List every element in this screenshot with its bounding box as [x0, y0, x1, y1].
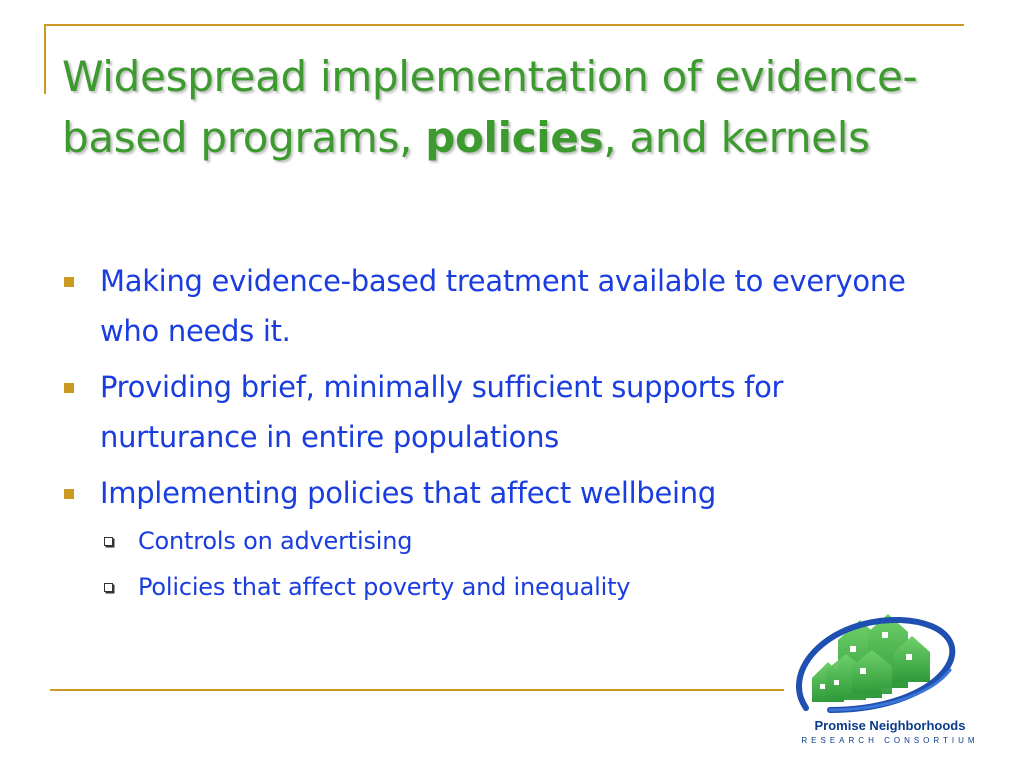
square-bullet-icon [64, 383, 74, 393]
hollow-square-bullet-icon [104, 537, 113, 546]
slide-title: Widespread implementation of evidence-based programs, policies, and kernels [62, 52, 918, 162]
logo-name: Promise Neighborhoods [814, 718, 966, 733]
hollow-square-bullet-icon [104, 583, 113, 592]
bullet-item: Making evidence-based treatment available to everyone who needs it. [62, 256, 942, 356]
bullet-item: Providing brief, minimally sufficient supports for nurturance in entire populations [62, 362, 942, 462]
title-emphasis: policies [425, 113, 604, 162]
top-rule [44, 24, 964, 26]
left-rule [44, 24, 46, 94]
logo-subtitle: RESEARCH CONSORTIUM [801, 736, 979, 745]
bullet-list [62, 256, 942, 610]
sub-bullet-item: Policies that affect poverty and inequality [62, 564, 942, 610]
sub-bullet-item: Controls on advertising [62, 518, 942, 564]
bullet-item: Implementing policies that affect wellbeing [62, 468, 942, 518]
square-bullet-icon [64, 489, 74, 499]
square-bullet-icon [64, 277, 74, 287]
bottom-rule [50, 689, 784, 691]
